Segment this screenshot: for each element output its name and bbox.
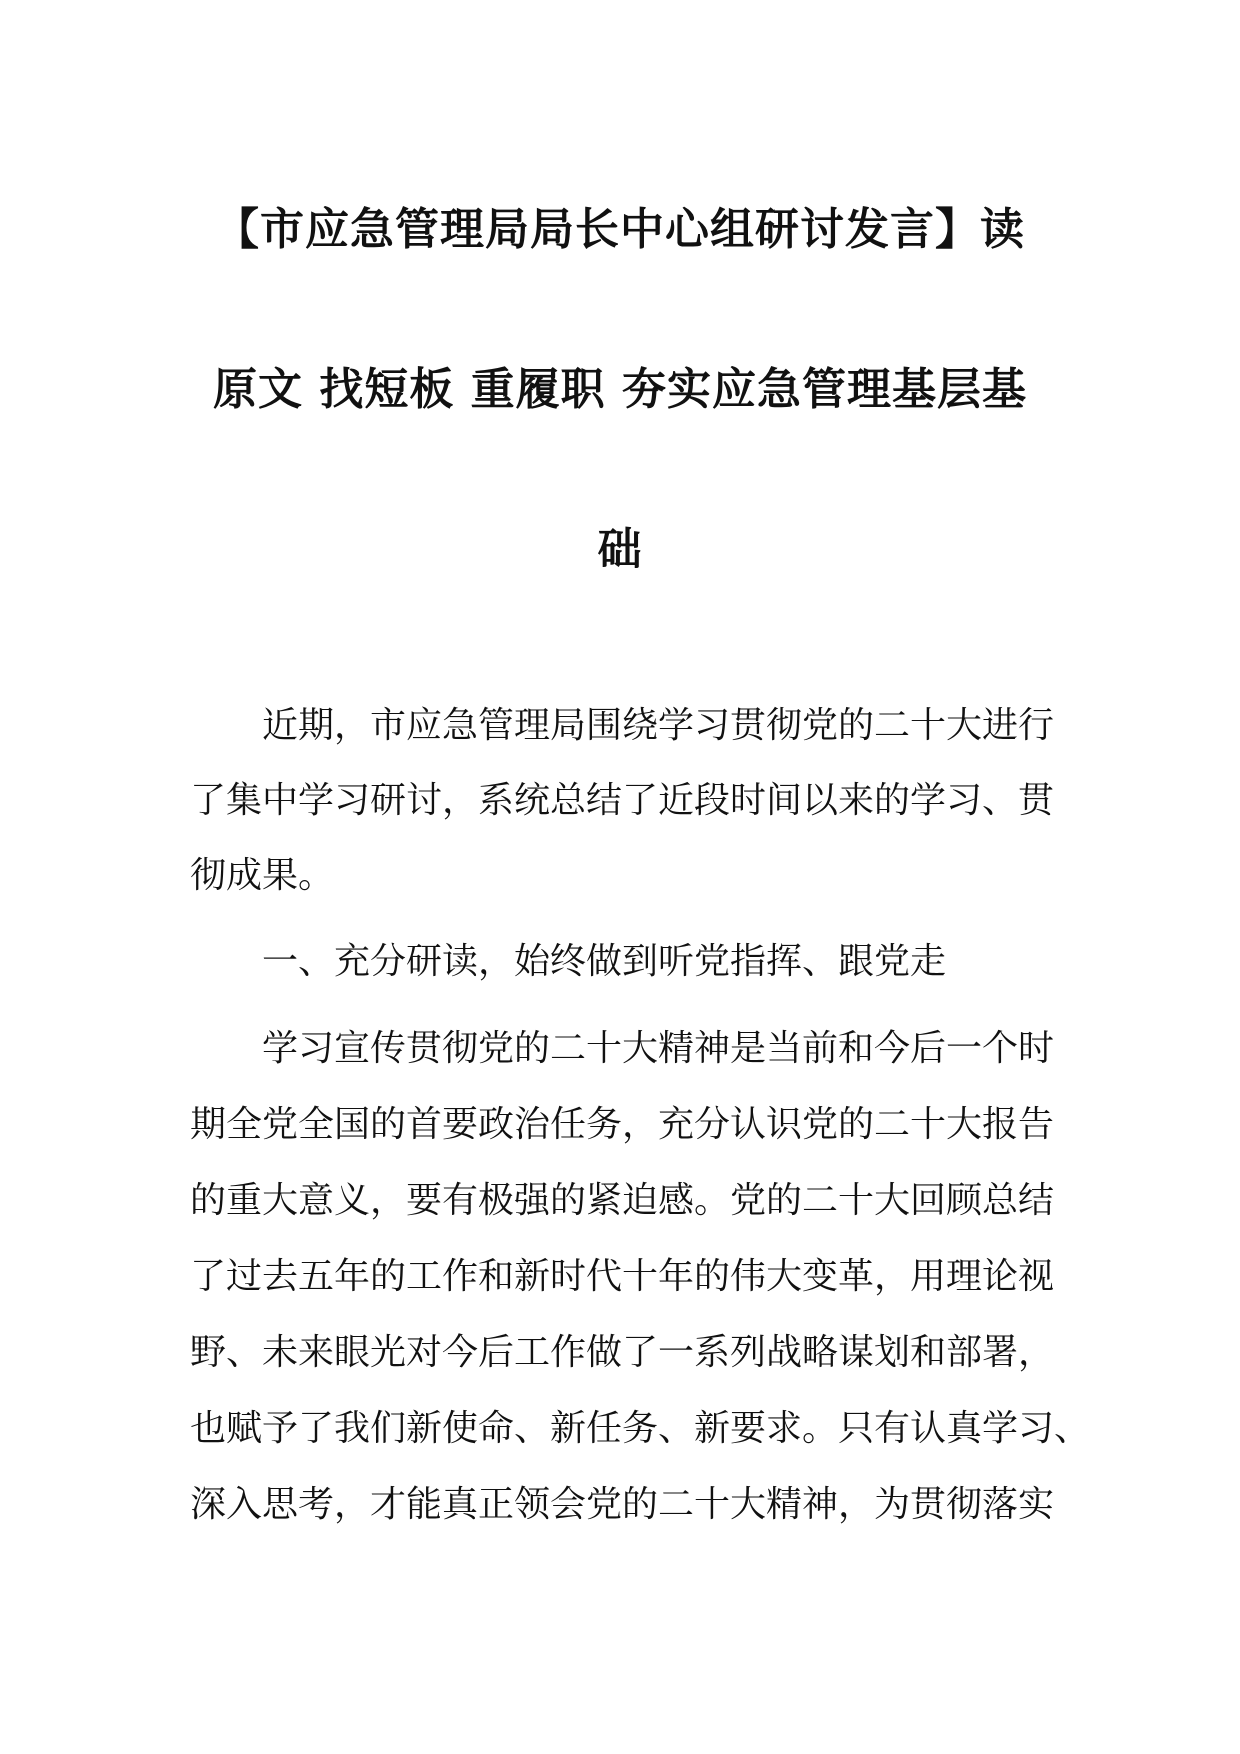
paragraph-2-line-6: 也赋予了我们新使命、新任务、新要求。只有认真学习、 (190, 1408, 1091, 1449)
paragraph-2-line-4: 了过去五年的工作和新时代十年的伟大变革，用理论视 (190, 1256, 1055, 1297)
paragraph-2-line-3: 的重大意义，要有极强的紧迫感。党的二十大回顾总结 (190, 1180, 1055, 1221)
paragraph-2-line-2: 期全党全国的首要政治任务，充分认识党的二十大报告 (190, 1104, 1055, 1145)
paragraph-2-line-5: 野、未来眼光对今后工作做了一系列战略谋划和部署， (190, 1332, 1055, 1373)
paragraph-2-line-7: 深入思考，才能真正领会党的二十大精神，为贯彻落实 (190, 1484, 1055, 1525)
document-title-line-2: 原文 找短板 重履职 夯实应急管理基层基 (213, 364, 1027, 415)
document-title-line-1: 【市应急管理局局长中心组研讨发言】读 (215, 204, 1025, 255)
paragraph-1-line-1: 近期，市应急管理局围绕学习贯彻党的二十大进行 (262, 705, 1055, 746)
document-title-line-3: 础 (597, 524, 643, 575)
section-heading-1: 一、充分研读，始终做到听党指挥、跟党走 (262, 941, 947, 982)
paragraph-1-line-3: 彻成果。 (190, 855, 335, 896)
paragraph-2-line-1: 学习宣传贯彻党的二十大精神是当前和今后一个时 (262, 1028, 1055, 1069)
paragraph-1-line-2: 了集中学习研讨，系统总结了近段时间以来的学习、贯 (190, 780, 1055, 821)
